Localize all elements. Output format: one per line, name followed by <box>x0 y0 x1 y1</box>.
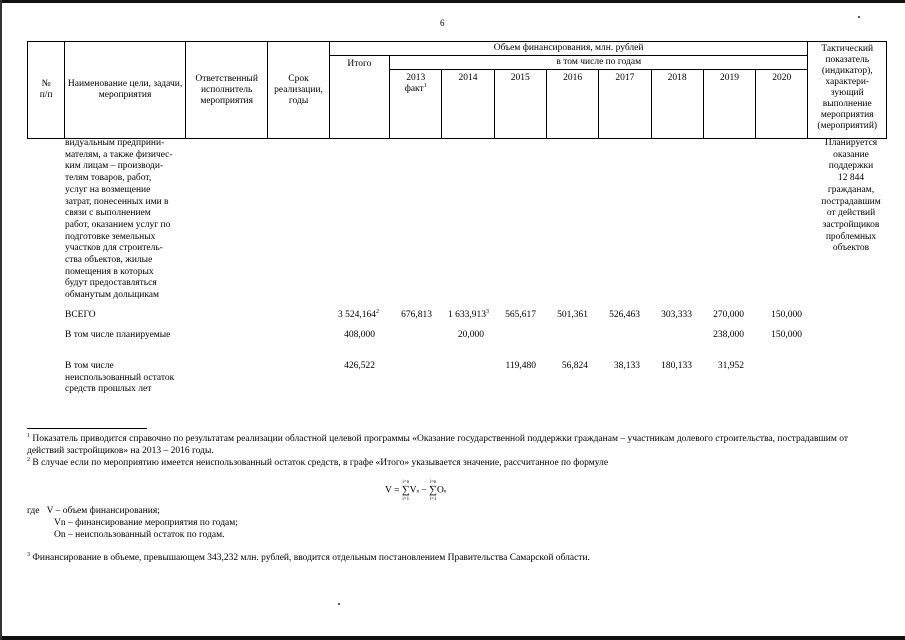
indicator-description: Планируется оказание поддержки 12 844 гражданам, пострадавшим от действий застройщиков проблемных объектов <box>821 138 881 254</box>
total-2018: 303,333 <box>661 310 692 320</box>
planned-2019: 238,000 <box>713 330 744 340</box>
col-2017-header: 2017 <box>599 70 651 139</box>
goal-description: видуальным предприни- мателям, а также физичес- ким лицам – производи- телям товаров, работ, услуг на возмещение затрат, понесенных ими в связи с выполнением работ, оказанием услуг по подготовке земельных участков для строитель- ства объектов, жилые помещения в которых будут предоставляться обманутым дольщикам <box>65 138 173 301</box>
unused-2016: 56,824 <box>561 361 588 371</box>
page-number: 6 <box>440 18 445 28</box>
unused-2018: 180,133 <box>661 361 692 371</box>
footnote-1: $^1$ Показатель приводится справочно по результатам реализации областной целевой программы «Оказание государственной поддержки гражданам – участникам долевого строительства, пострадавшим от действий застройщиков» на 2013 – 2016 годы. <box>27 432 849 456</box>
col-2018-header: 2018 <box>651 70 703 139</box>
by-years-header: в том числе по годам <box>390 56 808 70</box>
total-itogo: 3 524,164$^2$ <box>338 308 379 320</box>
footnote-2: $^2$ В случае если по мероприятию имеется неиспользованный остаток средств, в графе «Итого» указывается значение, рассчитанное по формуле <box>27 456 609 468</box>
funding-header: Объем финансирования, млн. рублей <box>329 42 808 56</box>
total-2016: 501,361 <box>557 310 588 320</box>
unused-2017: 38,133 <box>613 361 640 371</box>
unused-2015: 119,480 <box>505 361 536 371</box>
col-2016-header: 2016 <box>546 70 598 139</box>
row-total-label: ВСЕГО <box>65 310 96 320</box>
planned-2020: 150,000 <box>771 330 802 340</box>
total-2013: 676,813 <box>401 310 432 320</box>
formula-legend: где V – объем финансирования; Vn – финансирование мероприятия по годам; On – неиспользованный остаток по годам. <box>27 506 238 540</box>
planned-itogo: 408,000 <box>344 330 375 340</box>
scan-speck <box>338 603 340 605</box>
formula: V = i=n ∑ i=1Vn − i=n ∑ i=1On <box>385 480 447 502</box>
unused-itogo: 426,522 <box>344 361 375 371</box>
scan-left-edge <box>0 0 2 640</box>
total-2017: 526,463 <box>609 310 640 320</box>
row-planned-label: В том числе планируемые <box>65 330 171 340</box>
col-num-header: № п/п <box>28 42 65 139</box>
col-term-header: Срок реализации, годы <box>268 42 329 139</box>
col-2020-header: 2020 <box>756 70 808 139</box>
footnote-3: $^3$ Финансирование в объеме, превышающем 343,232 млн. рублей, вводится отдельным постановлением Правительства Самарской области. <box>27 551 590 563</box>
col-2015-header: 2015 <box>494 70 546 139</box>
footnote-separator <box>27 428 147 429</box>
financing-table-header <box>27 41 887 139</box>
col-2013-header: 2013 факт$^1$ <box>390 70 442 139</box>
row-unused-label: В том числе неиспользованный остаток средств прошлых лет <box>65 361 175 394</box>
total-2015: 565,617 <box>505 310 536 320</box>
total-2014: 1 633,913$^3$ <box>448 308 489 320</box>
scan-speck <box>858 16 860 18</box>
unused-2019: 31,952 <box>717 361 744 371</box>
col-name-header: Наименование цели, задачи, мероприятия <box>65 42 186 139</box>
total-2020: 150,000 <box>771 310 802 320</box>
total-2019: 270,000 <box>713 310 744 320</box>
planned-2014: 20,000 <box>457 330 484 340</box>
col-indicator-header: Тактический показатель (индикатор), характери-зующий выполнение мероприятия (мероприятий) <box>808 42 887 139</box>
scan-bottom-edge <box>0 636 905 640</box>
col-2019-header: 2019 <box>703 70 755 139</box>
col-total-header: Итого <box>329 56 389 139</box>
col-2014-header: 2014 <box>442 70 494 139</box>
col-executor-header: Ответственный исполнитель мероприятия <box>185 42 267 139</box>
scan-top-edge <box>0 0 905 3</box>
